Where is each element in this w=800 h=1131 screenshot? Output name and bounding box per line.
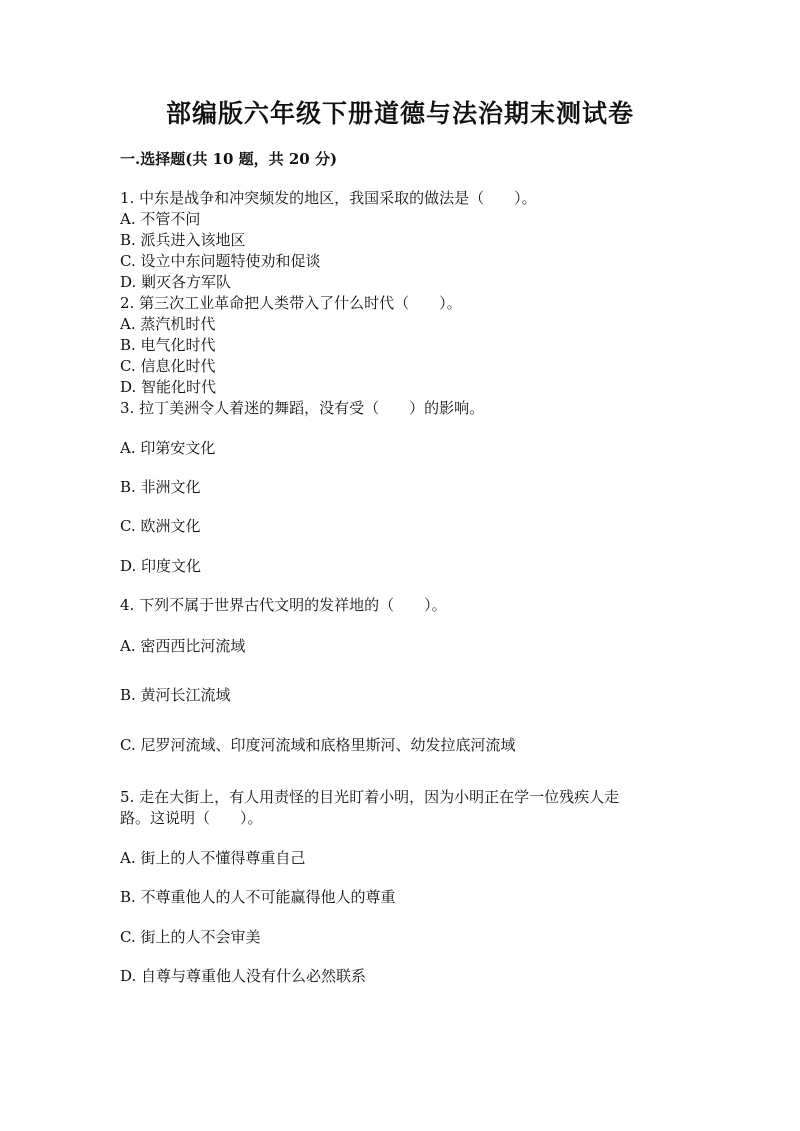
question-1-stem: 1. 中东是战争和冲突频发的地区，我国采取的做法是（ ）。: [120, 189, 537, 207]
question-4-stem: 4. 下列不属于世界古代文明的发祥地的（ ）。: [120, 596, 447, 614]
question-1-option-d: D. 剿灭各方军队: [120, 273, 232, 291]
question-2-option-b: B. 电气化时代: [120, 336, 216, 354]
question-3-option-b: B. 非洲文化: [120, 478, 201, 496]
question-3-option-d: D. 印度文化: [120, 557, 202, 575]
question-3-option-a: A. 印第安文化: [120, 439, 216, 457]
question-5-stem-line-2: 路。这说明（ ）。: [120, 809, 263, 827]
question-4-option-c: C. 尼罗河流域、印度河流域和底格里斯河、幼发拉底河流域: [120, 736, 516, 754]
question-5-option-a: A. 街上的人不懂得尊重自己: [120, 849, 306, 867]
question-3-option-c: C. 欧洲文化: [120, 517, 201, 535]
question-2-option-c: C. 信息化时代: [120, 357, 216, 375]
question-1-option-b: B. 派兵进入该地区: [120, 231, 246, 249]
question-3-stem: 3. 拉丁美洲令人着迷的舞蹈，没有受（ ）的影响。: [120, 399, 485, 417]
section-heading: 一.选择题(共 10 题，共 20 分): [120, 150, 338, 168]
question-5-stem-line-1: 5. 走在大街上，有人用责怪的目光盯着小明，因为小明正在学一位残疾人走: [120, 788, 620, 806]
question-4-option-b: B. 黄河长江流域: [120, 686, 231, 704]
question-2-option-d: D. 智能化时代: [120, 378, 217, 396]
question-5-option-b: B. 不尊重他人的人不可能赢得他人的尊重: [120, 888, 396, 906]
question-5-option-c: C. 街上的人不会审美: [120, 928, 261, 946]
question-1-option-c: C. 设立中东问题特使劝和促谈: [120, 252, 321, 270]
question-5-option-d: D. 自尊与尊重他人没有什么必然联系: [120, 967, 367, 985]
question-4-option-a: A. 密西西比河流域: [120, 637, 246, 655]
question-2-stem: 2. 第三次工业革命把人类带入了什么时代（ ）。: [120, 294, 462, 312]
question-1-option-a: A. 不管不问: [120, 210, 201, 228]
question-2-option-a: A. 蒸汽机时代: [120, 315, 216, 333]
exam-title: 部编版六年级下册道德与法治期末测试卷: [165, 99, 634, 128]
